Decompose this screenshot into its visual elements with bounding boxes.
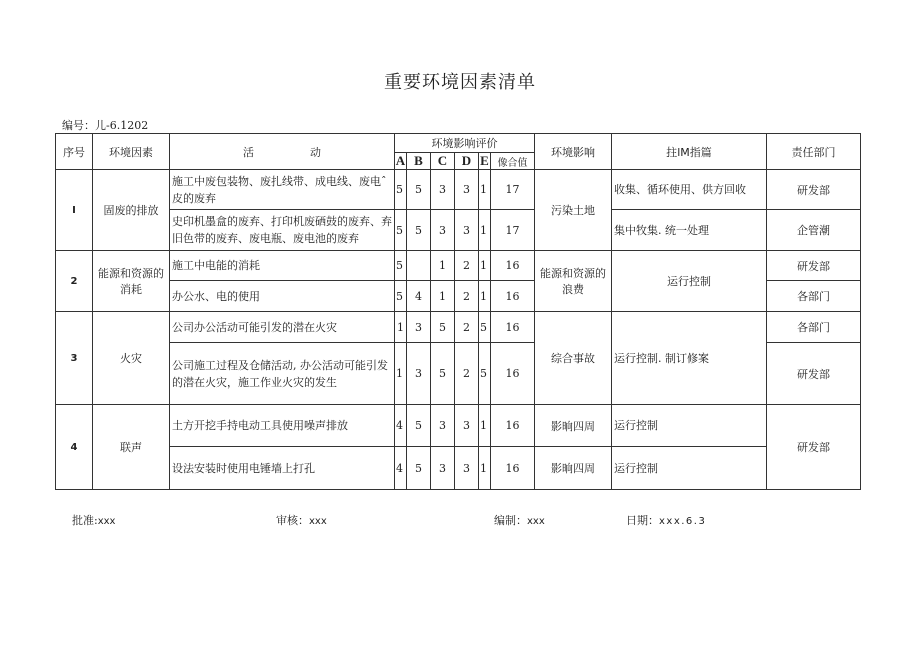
footer-compile bbox=[494, 512, 545, 528]
row-dept: 研发部 bbox=[767, 251, 861, 281]
score-e: 1 bbox=[479, 170, 491, 210]
environment-factors-table bbox=[55, 133, 861, 490]
header-factor: 环境因素 bbox=[93, 134, 170, 170]
group-impact: 污染土地 bbox=[535, 170, 612, 251]
score-total: 16 bbox=[491, 251, 535, 281]
row-dept: 研发部 bbox=[767, 343, 861, 405]
footer-approve-value: xxx bbox=[97, 516, 116, 527]
score-b: 5 bbox=[407, 447, 431, 490]
score-c: 5 bbox=[431, 312, 455, 343]
score-a: 5 bbox=[395, 210, 407, 251]
score-total: 16 bbox=[491, 281, 535, 312]
score-a: 1 bbox=[395, 343, 407, 405]
score-c: 3 bbox=[431, 447, 455, 490]
score-a: 5 bbox=[395, 251, 407, 281]
score-d: 2 bbox=[455, 343, 479, 405]
footer-date-label: 日期： bbox=[626, 514, 659, 527]
header-seq: 序号 bbox=[56, 134, 93, 170]
score-b: 5 bbox=[407, 210, 431, 251]
row-activity: 土方开挖手持电动工具使用噪声排放 bbox=[170, 405, 395, 447]
score-d: 3 bbox=[455, 447, 479, 490]
score-d: 3 bbox=[455, 405, 479, 447]
footer-date bbox=[626, 512, 706, 528]
row-impact: 影晌四周 bbox=[535, 405, 612, 447]
score-e: 5 bbox=[479, 343, 491, 405]
score-e: 1 bbox=[479, 447, 491, 490]
footer-review-value: xxx bbox=[309, 516, 327, 527]
score-b: 5 bbox=[407, 405, 431, 447]
group-factor: 固废的排放 bbox=[93, 170, 170, 251]
score-d: 3 bbox=[455, 170, 479, 210]
score-a: 4 bbox=[395, 447, 407, 490]
score-e: 5 bbox=[479, 312, 491, 343]
footer-review-label: 审核： bbox=[276, 514, 309, 527]
group-impact: 综合事故 bbox=[535, 312, 612, 405]
score-a: 5 bbox=[395, 170, 407, 210]
footer-approve bbox=[72, 512, 115, 528]
score-b: 5 bbox=[407, 170, 431, 210]
header-dept: 责任部门 bbox=[767, 134, 861, 170]
footer-review bbox=[276, 512, 327, 528]
group-factor: 能源和资源的消耗 bbox=[93, 251, 170, 312]
header-eval: 环境影响评价 bbox=[395, 134, 535, 153]
header-col-c: C bbox=[431, 153, 455, 170]
row-measure: 运行控制 bbox=[612, 405, 767, 447]
score-e: 1 bbox=[479, 405, 491, 447]
group-impact: 能源和资源的浪费 bbox=[535, 251, 612, 312]
score-c: 3 bbox=[431, 210, 455, 251]
footer-compile-value: xxx bbox=[527, 516, 545, 527]
group-dept: 研发部 bbox=[767, 405, 861, 490]
row-dept: 企管潮 bbox=[767, 210, 861, 251]
score-a: 1 bbox=[395, 312, 407, 343]
row-measure: 运行控制 bbox=[612, 447, 767, 490]
score-e: 1 bbox=[479, 281, 491, 312]
row-impact: 影晌四周 bbox=[535, 447, 612, 490]
row-activity: 史印机墨盒的废弃、打印机废硒鼓的废弃、弃旧色带的废弃、废电瓶、废电池的废弃 bbox=[170, 210, 395, 251]
score-c: 1 bbox=[431, 251, 455, 281]
score-total: 16 bbox=[491, 312, 535, 343]
header-col-e: E bbox=[480, 153, 489, 168]
header-col-a: A bbox=[395, 153, 406, 168]
score-b bbox=[407, 251, 431, 281]
group-seq: 2 bbox=[56, 251, 93, 312]
row-activity: 公司施工过程及仓储活动, 办公活动可能引发的潜在火灾，施工作业火灾的发生 bbox=[170, 343, 395, 405]
document-title: 重要环境因素清单 bbox=[384, 72, 536, 93]
header-measure: 拄lM指篇 bbox=[612, 134, 767, 170]
row-activity: 施工中电能的消耗 bbox=[170, 251, 395, 281]
group-seq: 4 bbox=[56, 405, 93, 490]
score-total: 16 bbox=[491, 447, 535, 490]
group-measure: 运行控制 bbox=[612, 251, 767, 312]
score-total: 17 bbox=[491, 210, 535, 251]
row-measure: 集中牧集. 统一处理 bbox=[612, 210, 767, 251]
row-dept: 研发部 bbox=[767, 170, 861, 210]
footer-approve-label: 批准: bbox=[72, 514, 98, 527]
score-c: 5 bbox=[431, 343, 455, 405]
row-dept: 各部门 bbox=[767, 281, 861, 312]
score-e: 1 bbox=[479, 251, 491, 281]
score-d: 2 bbox=[455, 281, 479, 312]
score-c: 1 bbox=[431, 281, 455, 312]
score-c: 3 bbox=[431, 170, 455, 210]
header-total: 像合值 bbox=[491, 153, 535, 170]
group-seq: 3 bbox=[56, 312, 93, 405]
group-factor: 联声 bbox=[93, 405, 170, 490]
score-e: 1 bbox=[479, 210, 491, 251]
score-d: 2 bbox=[455, 251, 479, 281]
score-a: 5 bbox=[395, 281, 407, 312]
score-d: 2 bbox=[455, 312, 479, 343]
score-b: 3 bbox=[407, 343, 431, 405]
row-measure: 收集、循环使用、供方回收 bbox=[612, 170, 767, 210]
footer-date-value: xxx.6.3 bbox=[659, 516, 707, 527]
footer-compile-label: 编制： bbox=[494, 514, 527, 527]
row-activity: 设法安装时使用电锤墙上打孔 bbox=[170, 447, 395, 490]
header-activity: 活 动 bbox=[170, 134, 395, 170]
score-total: 16 bbox=[491, 343, 535, 405]
row-activity: 办公水、电的使用 bbox=[170, 281, 395, 312]
document-number: 编号：儿-6.1202 bbox=[62, 119, 149, 132]
row-activity: 公司办公活动可能引发的潜在火灾 bbox=[170, 312, 395, 343]
header-col-d: D bbox=[455, 153, 479, 170]
group-measure: 运行控制. 制订修案 bbox=[612, 312, 767, 405]
score-a: 4 bbox=[395, 405, 407, 447]
score-b: 3 bbox=[407, 312, 431, 343]
score-d: 3 bbox=[455, 210, 479, 251]
score-total: 17 bbox=[491, 170, 535, 210]
header-impact: 环境影响 bbox=[535, 134, 612, 170]
row-dept: 各部门 bbox=[767, 312, 861, 343]
row-activity: 施工中废包装物、废扎线带、成电线、废电ˆ皮的废弃 bbox=[170, 170, 395, 210]
score-c: 3 bbox=[431, 405, 455, 447]
group-seq: I bbox=[56, 170, 93, 251]
score-b: 4 bbox=[407, 281, 431, 312]
header-col-b: B bbox=[407, 153, 431, 170]
group-factor: 火灾 bbox=[93, 312, 170, 405]
score-total: 16 bbox=[491, 405, 535, 447]
